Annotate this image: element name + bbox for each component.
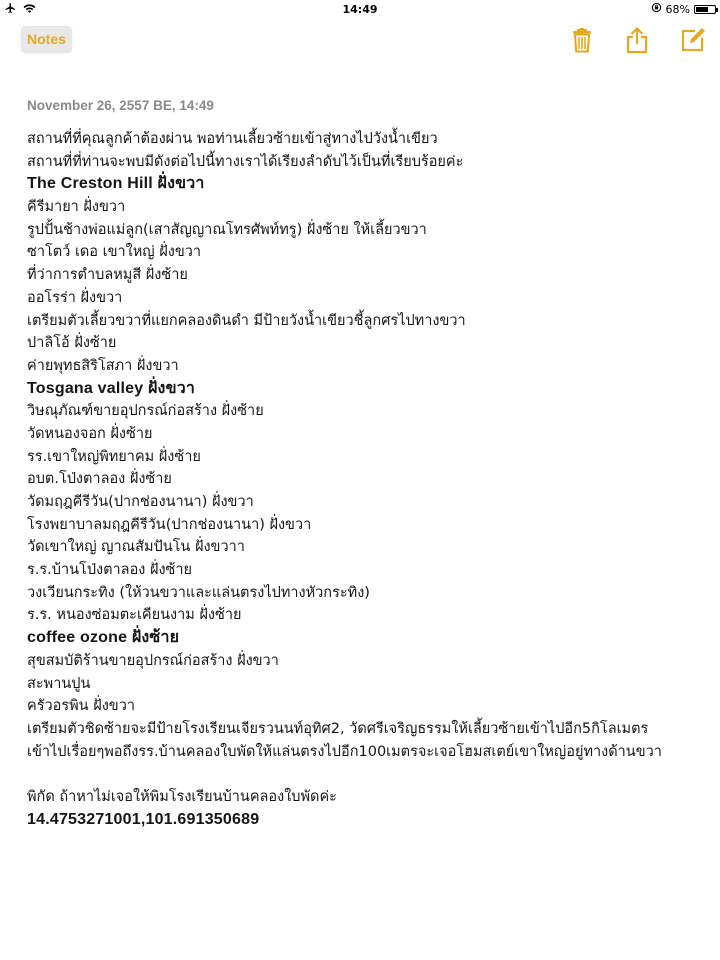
note-line: สุขสมบัติร้านขายอุปกรณ์ก่อสร้าง ฝั่งขวา [27,652,279,669]
note-line: วัดมฤฎคีรีวัน(ปากช่องนานา) ฝั่งขวา [27,494,254,510]
note-line: สะพานปูน [27,675,91,692]
battery-percent: 68% [665,2,690,16]
status-bar [0,0,720,20]
note-line: ซาโตว์ เดอ เขาใหญ่ ฝั่งขวา [27,244,202,261]
note-line: ปาลิโอ้ ฝั่งซ้าย [27,335,117,352]
note-line: ร.ร.บ้านโป่งตาลอง ฝั่งซ้าย [27,562,193,579]
note-line: เข้าไปเรื่อยๆพอถึงรร.บ้านคลองใบพัดให้แล่นตรงไปอีก100เมตรจะเจอโฮมสเตย์เขาใหญ่อยู่ทางด้านขวา [27,743,662,760]
note-line: สถานที่ที่คุณลูกค้าต้องผ่าน พอท่านเลี้ยวซ้ายเข้าสู่ทางไปวังน้ำเขียว [27,131,438,147]
orientation-lock-icon [651,2,662,16]
note-body[interactable] [27,128,707,831]
battery-fill [696,7,708,12]
note-line: ที่ว่าการตำบลหมูสี ฝั่งซ้าย [27,267,188,284]
trash-icon[interactable] [568,26,596,54]
note-line: คีรีมายา ฝั่งขวา [27,199,126,216]
note-line [27,763,707,786]
status-right [651,2,716,16]
note-line: อบต.โป่งตาลอง ฝั่งซ้าย [27,471,172,488]
note-line: วัดหนองจอก ฝั่งซ้าย [27,425,153,442]
note-line: โรงพยาบาลมฤฎคีรีวัน(ปากช่องนานา) ฝั่งขวา [27,516,312,533]
note-line: สถานที่ที่ท่านจะพบมีดังต่อไปนี้ทางเราได้เรียงลำดับไว้เป็นที่เรียบร้อยค่ะ [27,153,464,170]
note-line: Tosgana valley ฝั่งขวา [27,379,196,397]
note-line: รูปปั้นช้างพ่อแม่ลูก(เสาสัญญาณโทรศัพท์ทรู) ฝั่งซ้าย ให้เลี้ยวขวา [27,221,427,238]
note-line: The Creston Hill ฝั่งขวา [27,175,205,193]
toolbar [0,20,720,64]
note-line: พิกัด ถ้าหาไม่เจอให้พิมโรงเรียนบ้านคลองใบพัดค่ะ [27,788,337,805]
note-line: ครัวอรพิน ฝั่งขวา [27,698,135,715]
notes-back-button[interactable]: Notes [21,26,72,52]
share-icon[interactable] [623,26,651,54]
compose-icon[interactable] [679,26,707,54]
note-line: 14.4753271001,101.691350689 [27,810,260,828]
note-line: วิษณุภัณฑ์ขายอุปกรณ์ก่อสร้าง ฝั่งซ้าย [27,403,264,420]
note-line: วงเวียนกระทิง (ให้วนขวาและแล่นตรงไปทางหัวกระทิง) [27,584,370,601]
note-line: coffee ozone ฝั่งซ้าย [27,629,180,647]
note-line: เตรียมตัวชิดซ้ายจะมีป้ายโรงเรียนเจียรวนนท์อุทิศ2, วัดศรีเจริญธรรมให้เลี้ยวซ้ายเข้าไปอีก5กิโลเมตร [27,720,649,737]
note-line: ค่ายพุทธสิริโสภา ฝั่งขวา [27,357,179,374]
note-line: วัดเขาใหญ่ ญาณสัมปันโน ฝั่งขวาา [27,539,245,556]
battery-icon [694,5,716,14]
status-time: 14:49 [342,3,378,16]
note-line: เตรียมตัวเลี้ยวขวาที่แยกคลองดินดำ มีป้ายวังน้ำเขียวชี้ลูกศรไปทางขวา [27,312,466,329]
note-line: ร.ร. หนองซ่อมตะเคียนงาม ฝั่งซ้าย [27,607,242,624]
note-date: November 26, 2557 BE, 14:49 [27,98,214,113]
note-line: รร.เขาใหญ่พิทยาคม ฝั่งซ้าย [27,448,201,465]
note-line: ออโรร่า ฝั่งขวา [27,289,123,306]
